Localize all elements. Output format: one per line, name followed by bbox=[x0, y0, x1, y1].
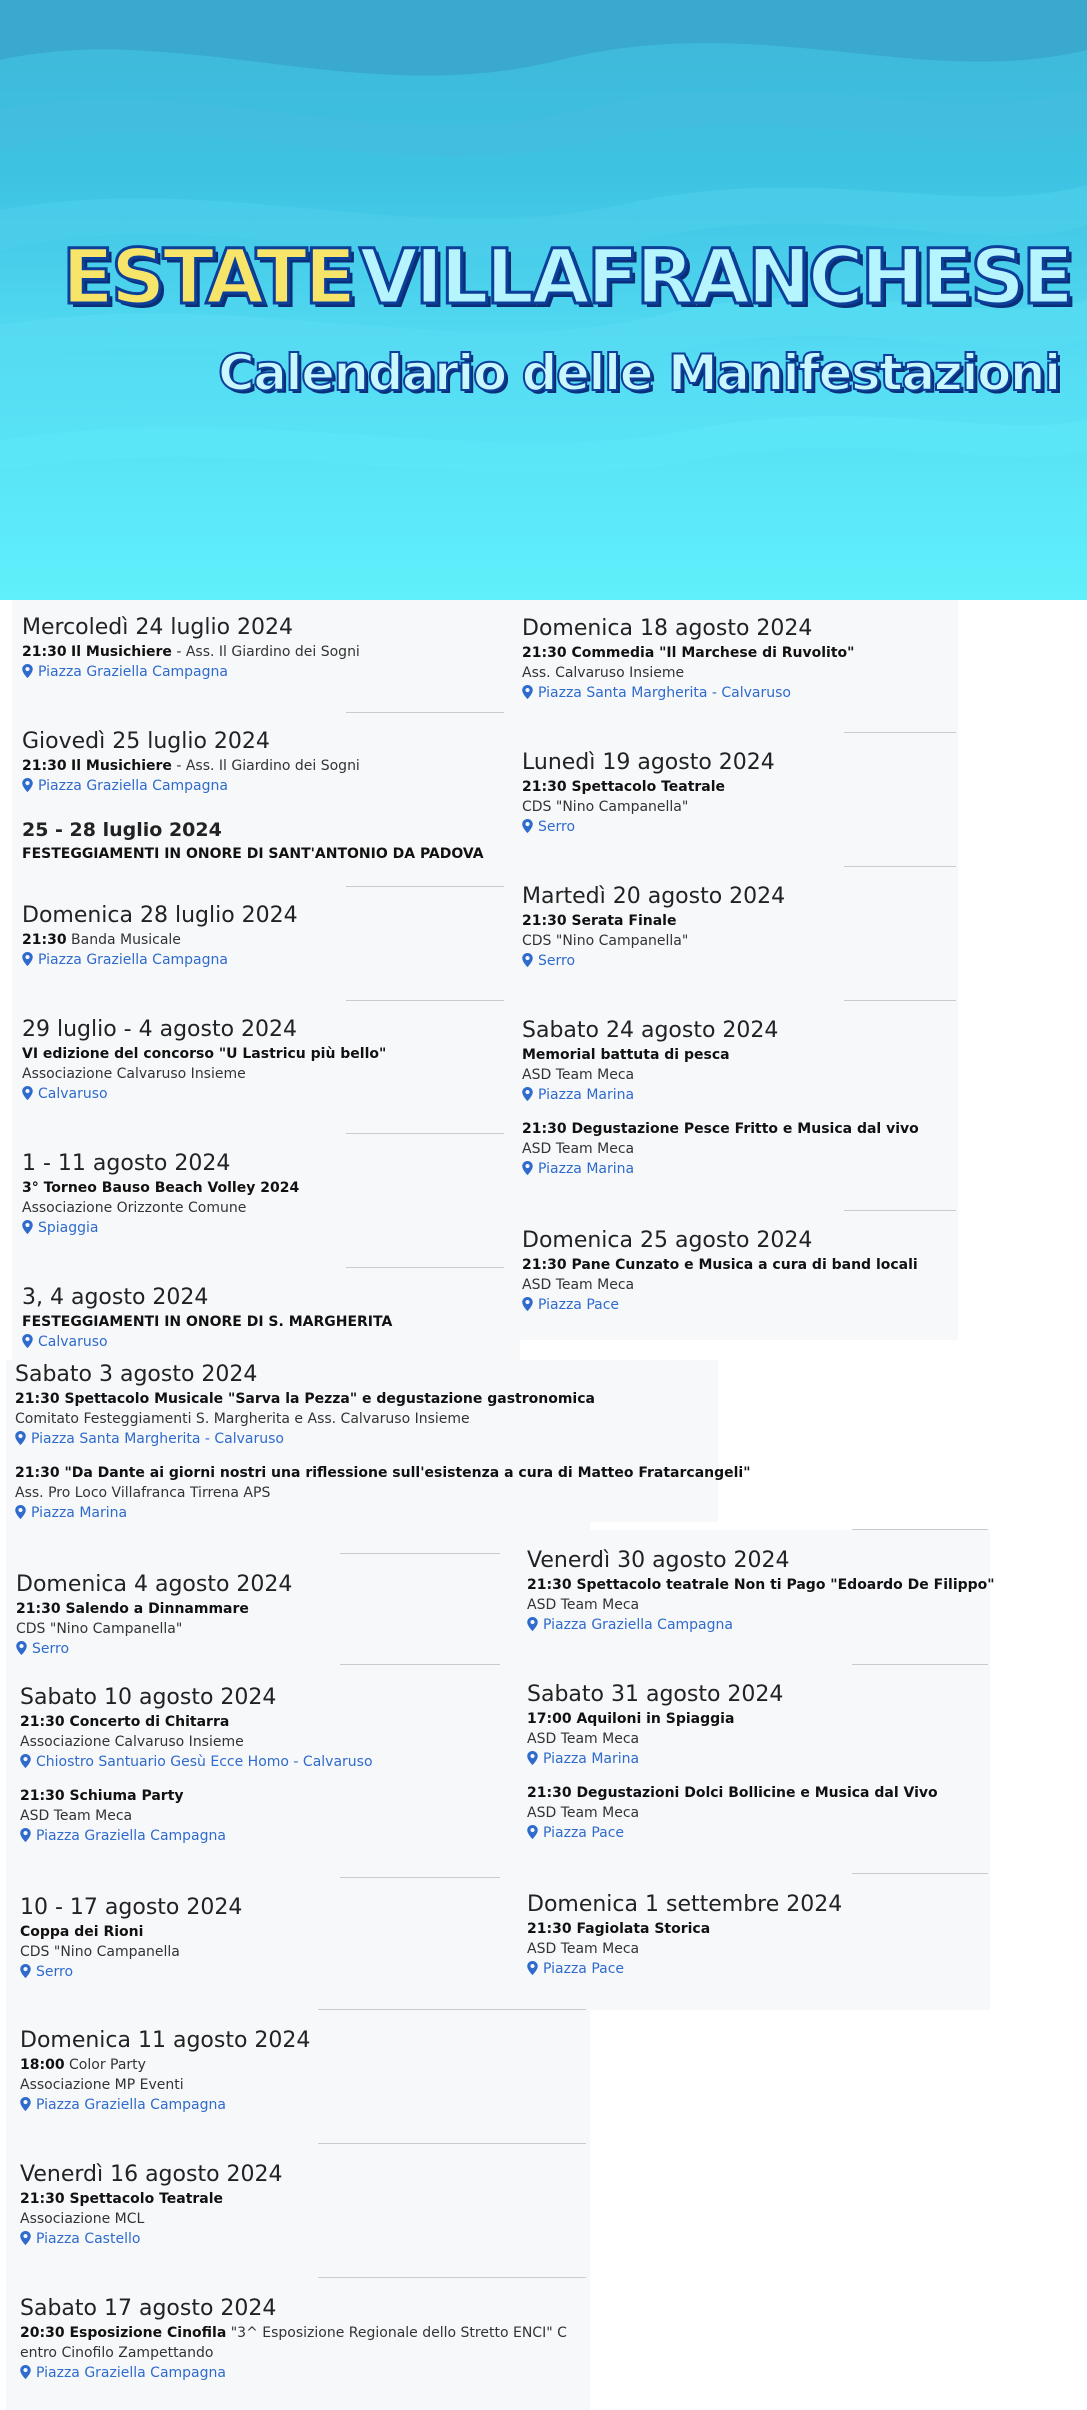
event-17-agosto bbox=[20, 2295, 567, 2383]
event-25-28-luglio bbox=[22, 816, 484, 864]
event-title: FESTEGGIAMENTI IN ONORE DI S. MARGHERITA bbox=[22, 1314, 393, 1330]
separator bbox=[844, 1000, 956, 1001]
event-25-agosto bbox=[522, 1227, 918, 1315]
event-location-link[interactable] bbox=[20, 2363, 567, 2383]
location-pin-icon bbox=[22, 664, 33, 678]
event-30-agosto bbox=[527, 1547, 995, 1635]
event-location-link[interactable] bbox=[22, 950, 298, 970]
event-3-4-agosto bbox=[22, 1284, 392, 1352]
event-location: Piazza Santa Margherita - Calvaruso bbox=[538, 685, 791, 701]
event-28-luglio bbox=[22, 902, 298, 970]
separator bbox=[844, 1210, 956, 1211]
separator bbox=[318, 2009, 586, 2010]
separator bbox=[318, 2277, 586, 2278]
event-date: Lunedì 19 agosto 2024 bbox=[522, 750, 775, 775]
banner-title bbox=[62, 232, 1071, 321]
separator bbox=[340, 1877, 500, 1878]
separator bbox=[852, 1664, 988, 1665]
event-title: 21:30 Fagiolata Storica bbox=[527, 1921, 711, 1937]
event-location-link[interactable] bbox=[22, 1218, 299, 1238]
event-date: Mercoledì 24 luglio 2024 bbox=[22, 615, 294, 640]
event-location-link[interactable] bbox=[522, 683, 854, 703]
event-date: Venerdì 16 agosto 2024 bbox=[20, 2162, 283, 2187]
event-location: Piazza Pace bbox=[538, 1297, 620, 1313]
event-title-line bbox=[20, 2323, 567, 2343]
separator bbox=[340, 1664, 500, 1665]
event-time: 21:30 bbox=[22, 644, 67, 660]
event-location-link[interactable] bbox=[522, 1295, 918, 1315]
event-31-agosto bbox=[527, 1681, 938, 1843]
event-title: 21:30 Serata Finale bbox=[522, 913, 677, 929]
event-title: 3° Torneo Bauso Beach Volley 2024 bbox=[22, 1180, 300, 1196]
event-organizer-2: ASD Team Meca bbox=[522, 1141, 635, 1157]
event-organizer: Associazione Calvaruso Insieme bbox=[20, 1734, 244, 1750]
event-location: Serro bbox=[538, 953, 576, 969]
event-title: 21:30 Commedia "Il Marchese di Ruvolito" bbox=[522, 645, 855, 661]
event-location-link[interactable] bbox=[20, 1752, 373, 1772]
event-location-link[interactable] bbox=[15, 1429, 751, 1449]
location-pin-icon bbox=[20, 2231, 31, 2245]
event-location-2: Piazza Pace bbox=[543, 1825, 625, 1841]
event-location-link-2[interactable] bbox=[522, 1159, 919, 1179]
event-title: 21:30 Spettacolo Teatrale bbox=[20, 2191, 224, 2207]
event-11-agosto bbox=[20, 2027, 310, 2115]
location-pin-icon bbox=[20, 2365, 31, 2379]
event-24-agosto bbox=[522, 1017, 919, 1179]
event-organizer: CDS "Nino Campanella" bbox=[522, 933, 689, 949]
event-10-agosto bbox=[20, 1684, 373, 1846]
event-date: Domenica 1 settembre 2024 bbox=[527, 1892, 843, 1917]
event-date: Sabato 24 agosto 2024 bbox=[522, 1018, 779, 1043]
event-title: "3^ Esposizione Regionale dello Stretto ENCI" C bbox=[226, 2325, 567, 2341]
event-organizer: Ass. Calvaruso Insieme bbox=[522, 665, 685, 681]
banner-subtitle: Calendario delle Manifestazioni bbox=[218, 344, 1060, 402]
separator bbox=[852, 1529, 988, 1530]
separator bbox=[844, 732, 956, 733]
location-pin-icon bbox=[522, 1087, 533, 1101]
event-organizer: ASD Team Meca bbox=[522, 1067, 635, 1083]
event-organizer-2: Ass. Pro Loco Villafranca Tirrena APS bbox=[15, 1485, 271, 1501]
location-pin-icon bbox=[20, 1828, 31, 1842]
event-title-2: 21:30 Schiuma Party bbox=[20, 1788, 184, 1804]
event-location-link-2[interactable] bbox=[20, 1826, 373, 1846]
event-organizer: ASD Team Meca bbox=[527, 1731, 640, 1747]
event-1-11-agosto bbox=[22, 1150, 299, 1238]
location-pin-icon bbox=[22, 1086, 33, 1100]
event-4-agosto bbox=[16, 1571, 292, 1659]
event-location-link[interactable] bbox=[522, 1085, 919, 1105]
event-date: Domenica 11 agosto 2024 bbox=[20, 2028, 311, 2053]
event-10-17-agosto bbox=[20, 1894, 242, 1982]
location-pin-icon bbox=[22, 952, 33, 966]
event-time: 21:30 bbox=[22, 758, 67, 774]
event-time: 21:30 bbox=[22, 932, 67, 948]
location-pin-icon bbox=[522, 685, 533, 699]
event-location-link[interactable] bbox=[527, 1959, 842, 1979]
event-location-link[interactable] bbox=[22, 776, 360, 796]
event-title: Memorial battuta di pesca bbox=[522, 1047, 730, 1063]
event-title: 21:30 Pane Cunzato e Musica a cura di band locali bbox=[522, 1257, 918, 1273]
event-organizer: - Ass. Il Giardino dei Sogni bbox=[171, 644, 360, 660]
location-pin-icon bbox=[522, 819, 533, 833]
event-title: 17:00 Aquiloni in Spiaggia bbox=[527, 1711, 735, 1727]
event-organizer: Associazione Calvaruso Insieme bbox=[22, 1066, 246, 1082]
event-title: VI edizione del concorso "U Lastricu più bello" bbox=[22, 1046, 387, 1062]
event-24-luglio bbox=[22, 614, 360, 682]
event-date: Domenica 4 agosto 2024 bbox=[16, 1572, 293, 1597]
event-organizer: ASD Team Meca bbox=[527, 1597, 640, 1613]
event-title: FESTEGGIAMENTI IN ONORE DI SANT'ANTONIO DA PADOVA bbox=[22, 846, 484, 862]
event-organizer: Associazione MCL bbox=[20, 2211, 145, 2227]
event-19-agosto bbox=[522, 749, 775, 837]
event-organizer: CDS "Nino Campanella" bbox=[16, 1621, 183, 1637]
event-date: Venerdì 30 agosto 2024 bbox=[527, 1548, 790, 1573]
event-organizer: Associazione MP Eventi bbox=[20, 2077, 184, 2093]
event-location: Piazza Castello bbox=[36, 2231, 141, 2247]
event-location-link[interactable] bbox=[522, 951, 785, 971]
event-location-link[interactable] bbox=[20, 2229, 283, 2249]
event-title: 21:30 Spettacolo Musicale "Sarva la Pezza" e degustazione gastronomica bbox=[15, 1391, 595, 1407]
banner-title-word2: VILLAFRANCHESE bbox=[359, 232, 1071, 321]
location-pin-icon bbox=[527, 1617, 538, 1631]
event-date: Sabato 10 agosto 2024 bbox=[20, 1685, 277, 1710]
event-organizer: - Ass. Il Giardino dei Sogni bbox=[171, 758, 360, 774]
location-pin-icon bbox=[20, 2097, 31, 2111]
event-date: 25 - 28 luglio 2024 bbox=[22, 819, 222, 841]
event-date: 10 - 17 agosto 2024 bbox=[20, 1895, 243, 1920]
event-title-line bbox=[22, 930, 298, 950]
event-date: 29 luglio - 4 agosto 2024 bbox=[22, 1017, 298, 1042]
event-title-line bbox=[22, 756, 360, 776]
event-title: 21:30 Salendo a Dinnammare bbox=[16, 1601, 249, 1617]
event-location: Serro bbox=[538, 819, 576, 835]
event-organizer: Associazione Orizzonte Comune bbox=[22, 1200, 247, 1216]
location-pin-icon bbox=[20, 1754, 31, 1768]
separator bbox=[844, 866, 956, 867]
event-location-link[interactable] bbox=[22, 662, 360, 682]
event-title: Color Party bbox=[64, 2057, 146, 2073]
event-date: Sabato 31 agosto 2024 bbox=[527, 1682, 784, 1707]
separator bbox=[346, 1267, 504, 1268]
event-location: Calvaruso bbox=[38, 1334, 108, 1350]
location-pin-icon bbox=[15, 1431, 26, 1445]
event-location: Piazza Santa Margherita - Calvaruso bbox=[31, 1431, 284, 1447]
event-location-link[interactable] bbox=[22, 1332, 392, 1352]
event-location-2: Piazza Marina bbox=[31, 1505, 128, 1521]
event-title-2: 21:30 Degustazione Pesce Fritto e Musica dal vivo bbox=[522, 1121, 919, 1137]
event-location: Piazza Marina bbox=[543, 1751, 640, 1767]
event-location: Piazza Graziella Campagna bbox=[38, 778, 228, 794]
event-location-link[interactable] bbox=[522, 817, 775, 837]
location-pin-icon bbox=[22, 778, 33, 792]
event-organizer: CDS "Nino Campanella bbox=[20, 1944, 180, 1960]
event-18-agosto bbox=[522, 615, 854, 703]
event-location-link[interactable] bbox=[22, 1084, 386, 1104]
event-location-link[interactable] bbox=[16, 1639, 292, 1659]
event-location-link-2[interactable] bbox=[15, 1503, 751, 1523]
event-title: Coppa dei Rioni bbox=[20, 1924, 144, 1940]
separator bbox=[346, 1133, 504, 1134]
event-title: Banda Musicale bbox=[66, 932, 181, 948]
event-date: Domenica 28 luglio 2024 bbox=[22, 903, 298, 928]
location-pin-icon bbox=[527, 1961, 538, 1975]
location-pin-icon bbox=[522, 1297, 533, 1311]
event-organizer-2: ASD Team Meca bbox=[527, 1805, 640, 1821]
event-title-2: 21:30 "Da Dante ai giorni nostri una riflessione sull'esistenza a cura di Matteo Fratarcangeli" bbox=[15, 1465, 751, 1481]
event-29-luglio-4-agosto bbox=[22, 1016, 386, 1104]
event-title: Il Musichiere bbox=[71, 644, 172, 660]
event-date: Domenica 25 agosto 2024 bbox=[522, 1228, 813, 1253]
event-time: 18:00 bbox=[20, 2057, 65, 2073]
event-time: 20:30 Esposizione Cinofila bbox=[20, 2325, 227, 2341]
separator bbox=[346, 886, 504, 887]
event-location: Piazza Graziella Campagna bbox=[38, 664, 228, 680]
event-location-link-2[interactable] bbox=[527, 1823, 938, 1843]
event-location: Piazza Graziella Campagna bbox=[543, 1617, 733, 1633]
event-location: Piazza Graziella Campagna bbox=[36, 2097, 226, 2113]
event-title-line bbox=[22, 642, 360, 662]
event-organizer: ASD Team Meca bbox=[522, 1277, 635, 1293]
event-location: Chiostro Santuario Gesù Ecce Homo - Calvaruso bbox=[36, 1754, 373, 1770]
event-location-link[interactable] bbox=[527, 1615, 995, 1635]
location-pin-icon bbox=[20, 1964, 31, 1978]
separator bbox=[346, 712, 504, 713]
event-location: Calvaruso bbox=[38, 1086, 108, 1102]
event-25-luglio bbox=[22, 728, 360, 796]
location-pin-icon bbox=[527, 1751, 538, 1765]
event-title-continued: entro Cinofilo Zampettando bbox=[20, 2345, 214, 2361]
event-location: Piazza Pace bbox=[543, 1961, 625, 1977]
separator bbox=[852, 1873, 988, 1874]
banner-title-word1: ESTATE bbox=[62, 232, 354, 321]
event-title: 21:30 Spettacolo Teatrale bbox=[522, 779, 726, 795]
separator bbox=[318, 2143, 586, 2144]
event-date: Domenica 18 agosto 2024 bbox=[522, 616, 813, 641]
event-date: Martedì 20 agosto 2024 bbox=[522, 884, 786, 909]
event-title-2: 21:30 Degustazioni Dolci Bollicine e Musica dal Vivo bbox=[527, 1785, 938, 1801]
separator bbox=[340, 1553, 500, 1554]
event-organizer-2: ASD Team Meca bbox=[20, 1808, 133, 1824]
location-pin-icon bbox=[15, 1505, 26, 1519]
location-pin-icon bbox=[22, 1334, 33, 1348]
separator bbox=[346, 1000, 504, 1001]
event-date: 1 - 11 agosto 2024 bbox=[22, 1151, 231, 1176]
location-pin-icon bbox=[16, 1641, 27, 1655]
event-16-agosto bbox=[20, 2161, 283, 2249]
location-pin-icon bbox=[522, 953, 533, 967]
event-location: Piazza Graziella Campagna bbox=[38, 952, 228, 968]
event-location: Piazza Graziella Campagna bbox=[36, 2365, 226, 2381]
event-3-agosto bbox=[15, 1361, 751, 1523]
header-banner bbox=[0, 0, 1087, 600]
event-location-2: Piazza Marina bbox=[538, 1161, 635, 1177]
location-pin-icon bbox=[522, 1161, 533, 1175]
event-1-settembre bbox=[527, 1891, 842, 1979]
event-organizer: Comitato Festeggiamenti S. Margherita e Ass. Calvaruso Insieme bbox=[15, 1411, 470, 1427]
event-location: Spiaggia bbox=[38, 1220, 99, 1236]
event-organizer: CDS "Nino Campanella" bbox=[522, 799, 689, 815]
event-location-2: Piazza Graziella Campagna bbox=[36, 1828, 226, 1844]
panel-left-july bbox=[12, 600, 520, 1360]
event-organizer: ASD Team Meca bbox=[527, 1941, 640, 1957]
event-title: Il Musichiere bbox=[71, 758, 172, 774]
event-title-line bbox=[20, 2055, 310, 2075]
event-location-link[interactable] bbox=[20, 1962, 242, 1982]
event-date: Sabato 3 agosto 2024 bbox=[15, 1362, 258, 1387]
event-date: Sabato 17 agosto 2024 bbox=[20, 2296, 277, 2321]
event-20-agosto bbox=[522, 883, 785, 971]
event-location-link[interactable] bbox=[20, 2095, 310, 2115]
event-location-link[interactable] bbox=[527, 1749, 938, 1769]
event-location: Piazza Marina bbox=[538, 1087, 635, 1103]
event-date: Giovedì 25 luglio 2024 bbox=[22, 729, 270, 754]
event-date: 3, 4 agosto 2024 bbox=[22, 1285, 209, 1310]
location-pin-icon bbox=[527, 1825, 538, 1839]
event-location: Serro bbox=[32, 1641, 70, 1657]
event-location: Serro bbox=[36, 1964, 74, 1980]
location-pin-icon bbox=[22, 1220, 33, 1234]
event-title: 21:30 Spettacolo teatrale Non ti Pago "Edoardo De Filippo" bbox=[527, 1577, 995, 1593]
event-title: 21:30 Concerto di Chitarra bbox=[20, 1714, 230, 1730]
